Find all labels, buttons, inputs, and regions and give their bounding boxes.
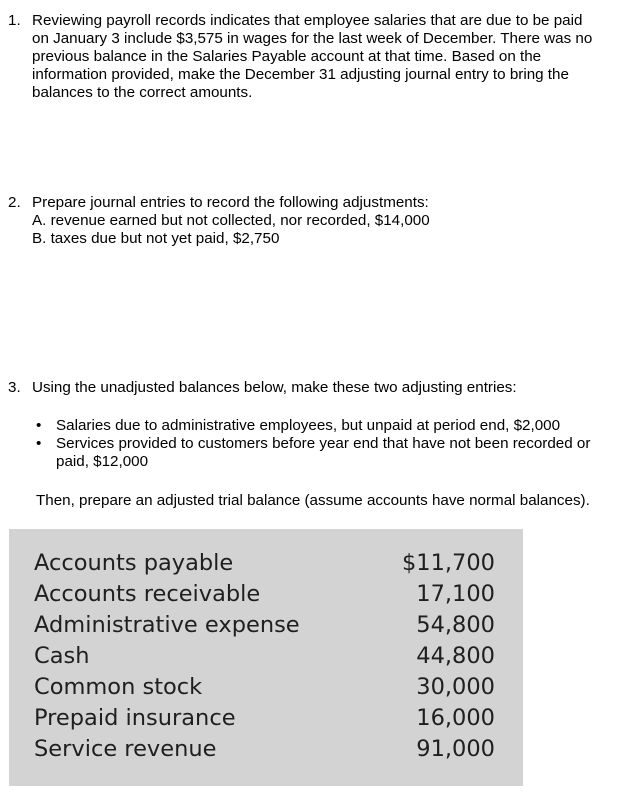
account-name: Administrative expense — [34, 612, 300, 638]
question-number: 3. — [8, 379, 21, 396]
account-name: Common stock — [34, 674, 203, 700]
account-amount: 17,100 — [416, 581, 495, 607]
adjustment-item: B. taxes due but not yet paid, $2,750 — [32, 230, 280, 247]
table-row — [9, 736, 523, 767]
question-text — [32, 12, 632, 102]
question-intro: Prepare journal entries to record the following adjustments: — [32, 194, 429, 211]
question-text — [32, 379, 632, 397]
account-amount: 30,000 — [416, 674, 495, 700]
question-line: balances to the correct amounts. — [32, 84, 253, 101]
balances-table — [9, 529, 523, 786]
account-name: Cash — [34, 643, 90, 669]
list-item — [36, 435, 636, 471]
table-row — [9, 550, 523, 581]
question-intro: Using the unadjusted balances below, make these two adjusting entries: — [32, 379, 517, 396]
account-name: Accounts receivable — [34, 581, 261, 607]
table-row — [9, 705, 523, 736]
bullet-icon: • — [36, 417, 42, 434]
table-row — [9, 674, 523, 705]
question-line: previous balance in the Salaries Payable account at that time. Based on the — [32, 48, 542, 65]
account-amount: 44,800 — [416, 643, 495, 669]
account-amount: 91,000 — [416, 736, 495, 762]
account-name: Prepaid insurance — [34, 705, 236, 731]
table-row — [9, 643, 523, 674]
account-amount: $11,700 — [401, 550, 495, 576]
bullet-list — [36, 417, 636, 471]
question-number: 1. — [8, 12, 21, 29]
question-line: Reviewing payroll records indicates that employee salaries that are due to be paid — [32, 12, 583, 29]
bullet-line: Salaries due to administrative employees, but unpaid at period end, $2,000 — [56, 417, 561, 434]
bullet-line: paid, $12,000 — [56, 453, 149, 470]
list-item — [36, 417, 636, 435]
table-row — [9, 581, 523, 612]
account-amount: 54,800 — [416, 612, 495, 638]
adjustment-item: A. revenue earned but not collected, nor recorded, $14,000 — [32, 212, 430, 229]
question-text — [32, 194, 632, 248]
instruction-text: Then, prepare an adjusted trial balance (assume accounts have normal balances). — [36, 492, 590, 509]
table-row — [9, 612, 523, 643]
bullet-line: Services provided to customers before year end that have not been recorded or — [56, 435, 591, 452]
question-line: on January 3 include $3,575 in wages for the last week of December. There was no — [32, 30, 593, 47]
account-name: Service revenue — [34, 736, 217, 762]
account-amount: 16,000 — [416, 705, 495, 731]
bullet-icon: • — [36, 435, 42, 452]
question-line: information provided, make the December 31 adjusting journal entry to bring the — [32, 66, 569, 83]
account-name: Accounts payable — [34, 550, 234, 576]
question-number: 2. — [8, 194, 21, 211]
